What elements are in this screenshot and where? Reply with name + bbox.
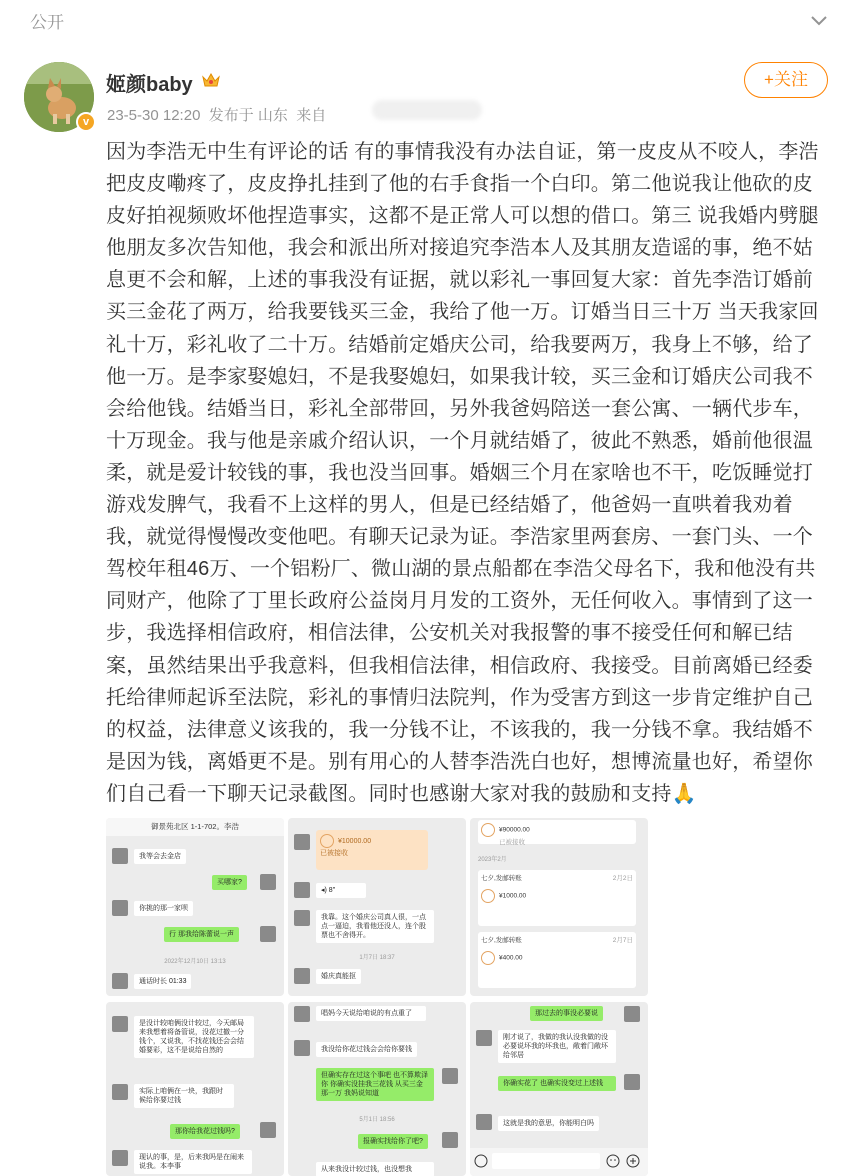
plus-icon[interactable]: [626, 1154, 640, 1168]
chat-message: 我靠。这个婚庆公司真人很，一点点一逼迫，我看他还没人，连个股票也不舍得开。: [316, 910, 434, 943]
transfer-date: 2月2日: [612, 875, 633, 882]
call-duration: 通话时长 01:33: [134, 974, 191, 989]
post-text: 因为李浩无中生有评论的话 有的事情我没有办法自证，第一皮皮从不咬人，李浩把皮皮嘞疼了，皮皮挣扎挂到了他的右手食指一个白印。第二他说我让他砍的皮皮好拍视频败坏他捏造事实，这都不是正常人可以想的借口。第三 说我婚内劈腿他朋友多次告知他，我会和派出所对接追究李浩本人及其朋友造谣的事，绝不姑息更不会和解，上述的事我没有证据，就以彩礼一事回复大家：首先李浩订婚前买三金花了两万，给我要钱买三金，我给了他一万。订婚当日三十万 当天我家回礼十万，彩礼收了二十万。结婚前定婚庆公司，给我要两万，我身上不够，给了他一万。是李家娶媳妇，不是我娶媳妇，如果我计较，买三金和订婚庆公司我不会给他钱。结婚当日，彩礼全部带回，另外我爸妈陪送一套公寓、一辆代步车，十万现金。我与他是亲戚介绍认识，一个月就结婚了，彼此不熟悉，婚前他很温柔，就是爱计较钱的事，我也没当回事。婚姻三个月在家啥也不干，吃饭睡觉打游戏发脾气，我看不上这样的男人，但是已经结婚了，他爸妈一直哄着我劝着我，就觉得慢慢改变他吧。有聊天记录为证。李浩家里两套房、一套门头、一个驾校年租46万、一个铝粉厂、微山湖的景点船都在李浩父母名下，我和他没有共同财产，他除了丁里长政府公益岗月月发的工资外，无任何收入。事情到了这一步，我选择相信政府，相信法律，公安机关对我报警的事不接受任何和解已结案，虽然结果出乎我意料，但我相信法律，相信政府、我接受。目前离婚已经委托给律师起诉至法院，彩礼的事情归法院判，作为受害方到这一步肯定维护自己的权益，法律意义该我的，我一分钱不让，不该我的，我一分钱不拿。我结婚不是因为钱，离婚更不是。别有用心的人替李浩洗白也好，想博流量也好，希望你们自己看一下聊天记录截图。同时也感谢大家对我的鼓励和支持: [106, 141, 819, 805]
post-content: [106, 136, 831, 810]
user-name[interactable]: 姬颜baby: [106, 74, 193, 96]
chat-avatar: [294, 1006, 310, 1022]
chat-avatar: [112, 1084, 128, 1100]
voice-length: 8": [328, 887, 336, 894]
voice-icon: ◂): [321, 887, 329, 894]
chat-message: 这就是我的意思，你能明白吗: [498, 1116, 599, 1131]
post-time: 23-5-30 12:20: [107, 107, 201, 124]
chat-message: 那过去的事没必要说: [530, 1006, 603, 1021]
chat-timestamp: 5月1日 18:56: [359, 1117, 395, 1123]
chat-avatar: [112, 900, 128, 916]
chat-message: 从来我没计较过钱，也没想我: [316, 1162, 434, 1176]
chat-message: 唱妈今天说给咱说的有点重了: [316, 1006, 426, 1021]
transfer-card: [478, 932, 636, 988]
transfer-card: [316, 830, 428, 870]
chat-avatar: [442, 1068, 458, 1084]
check-circle-icon: [320, 834, 334, 848]
chat-avatar: [624, 1006, 640, 1022]
follow-button[interactable]: +关注: [744, 62, 828, 98]
chat-timestamp: 2022年12月10日 13:13: [164, 959, 226, 965]
transfer-sender: 七夕,发邮转账: [481, 875, 522, 882]
check-circle-icon: [481, 823, 495, 837]
check-circle-icon: [481, 889, 495, 903]
voice-input-icon[interactable]: [474, 1154, 488, 1168]
chat-screenshot-2[interactable]: [288, 818, 466, 996]
crown-icon: [201, 71, 221, 89]
chat-message: 买哪家?: [212, 875, 247, 890]
transfer-date: 2月7日: [612, 937, 633, 944]
chat-message: 我等会去金店: [134, 849, 186, 864]
chat-avatar: [442, 1132, 458, 1148]
chat-message: 但确实存在过这个事吧 也不算欺泽你 你确实没挂我三花钱 从买三金那一万 我妈说知道: [316, 1068, 434, 1101]
chat-avatar: [476, 1030, 492, 1046]
month-label: 2023年2月: [478, 857, 507, 863]
chat-avatar: [294, 882, 310, 898]
chat-avatar: [294, 834, 310, 850]
chat-message: 是没计较咱俩没计较过，今天邮局 来我想着将备管说，没花过撤一分钱个，又说我，不找花钱还会会结婚要彩，这不是说给自然的: [134, 1016, 254, 1058]
chat-message: 你确实花了 也确实没变过上述钱: [498, 1076, 616, 1091]
chat-message: 实际上咱俩在一块，我跟时候给你要过钱: [134, 1084, 234, 1108]
chat-avatar: [476, 1114, 492, 1130]
post-meta: [107, 104, 326, 125]
chat-avatar: [260, 874, 276, 890]
chat-input[interactable]: [492, 1153, 600, 1169]
post-source-prefix: 来自: [296, 107, 327, 124]
visibility-label: 公开: [30, 13, 64, 32]
chat-message: 那你给我花过钱吗?: [170, 1124, 240, 1139]
chat-message: 我没给你花过钱会会给你要钱: [316, 1042, 417, 1057]
chat-timestamp: 1月7日 18:37: [359, 955, 395, 961]
chat-screenshot-6[interactable]: [470, 1002, 648, 1176]
blurred-source: [372, 100, 482, 120]
chat-screenshot-3[interactable]: [470, 818, 648, 996]
chat-message: 现认的事，是，后来我吗是在闹来说我。本李事: [134, 1150, 252, 1174]
chat-header: 御景苑北区 1-1-702。李浩: [106, 818, 284, 836]
transfer-amount: ¥400.00: [499, 954, 523, 962]
chat-screenshot-1[interactable]: [106, 818, 284, 996]
chat-message: 婚庆真能抠: [316, 969, 361, 984]
chat-input-bar[interactable]: [470, 1148, 648, 1176]
chat-avatar: [294, 968, 310, 984]
transfer-amount: ¥1000.00: [499, 892, 527, 900]
emoji-icon[interactable]: [606, 1154, 620, 1168]
transfer-card: [478, 820, 636, 844]
transfer-amount: ¥10000.00: [338, 837, 372, 845]
chat-avatar: [294, 1040, 310, 1056]
chat-screenshot-5[interactable]: [288, 1002, 466, 1176]
transfer-status: 已被接收: [320, 850, 348, 857]
transfer-amount: ¥90000.00: [499, 826, 530, 834]
chat-message: 刚才说了，我做的我认没我做的没必要说坏我的坏我也，敞着门敞坏给邻居: [498, 1030, 616, 1063]
verified-badge: v: [76, 112, 96, 132]
chat-avatar: [624, 1074, 640, 1090]
chat-message: 你挑的那一家呗: [134, 901, 193, 916]
voice-message[interactable]: [316, 883, 366, 898]
chevron-down-icon[interactable]: [809, 10, 829, 30]
chat-avatar: [112, 848, 128, 864]
transfer-card: [478, 870, 636, 926]
chat-message: 报确实找给你了吧?: [358, 1134, 428, 1149]
chat-avatar: [260, 1122, 276, 1138]
chat-avatar: [294, 910, 310, 926]
image-grid: [106, 818, 646, 1176]
transfer-sender: 七夕,发邮转账: [481, 937, 522, 944]
chat-avatar: [112, 1150, 128, 1166]
transfer-status: 已被接收: [499, 839, 525, 846]
chat-avatar: [112, 973, 128, 989]
chat-screenshot-4[interactable]: [106, 1002, 284, 1176]
chat-avatar: [112, 1016, 128, 1032]
chat-avatar: [260, 926, 276, 942]
chat-message: 行 那我给陈蕾说一声: [164, 927, 239, 942]
topbar: [0, 0, 857, 40]
check-circle-icon: [481, 951, 495, 965]
post-location: 发布于 山东: [208, 107, 288, 124]
pray-emoji-icon: 🙏: [671, 782, 697, 805]
